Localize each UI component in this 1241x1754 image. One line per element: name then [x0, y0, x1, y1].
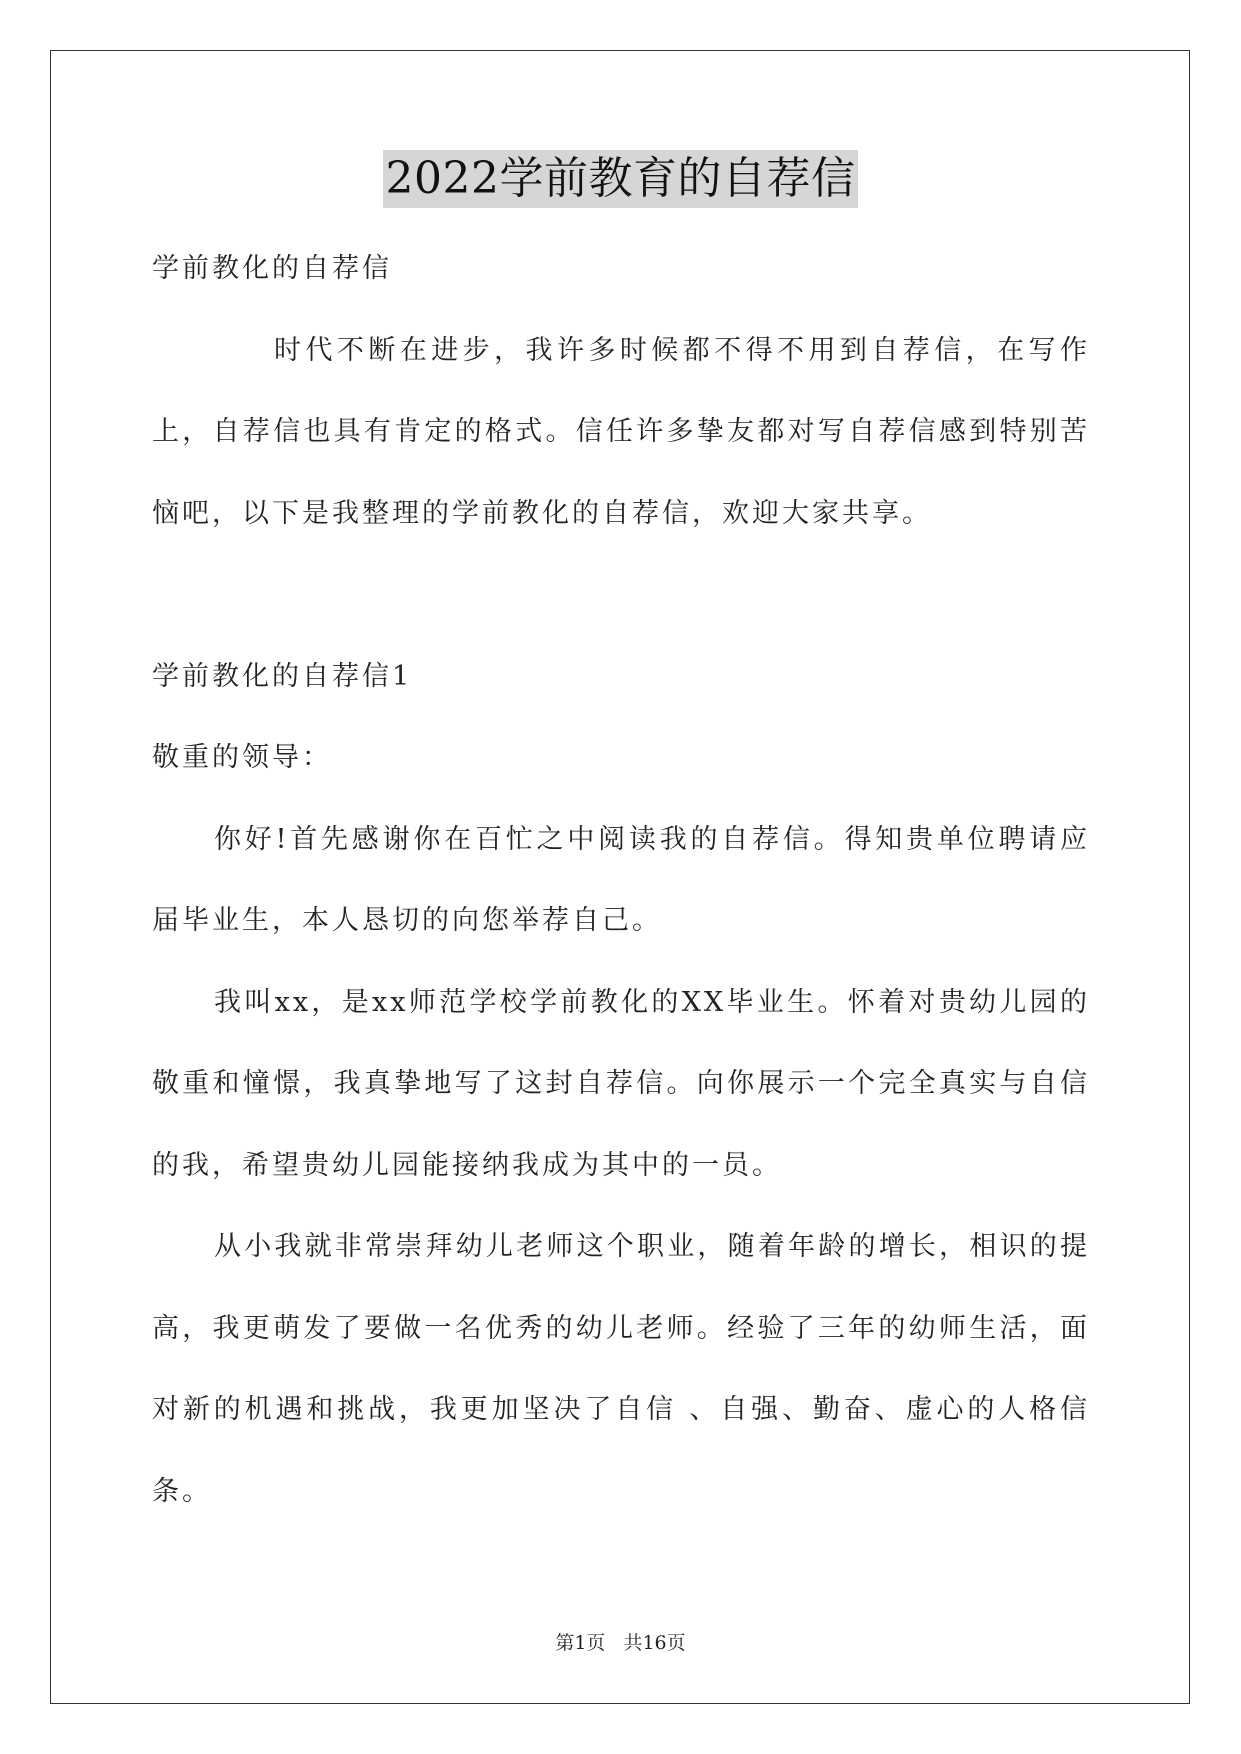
page-footer — [0, 1628, 1241, 1655]
body-paragraph: 从小我就非常崇拜幼儿老师这个职业，随着年龄的增长，相识的提高，我更萌发了要做一名优秀的幼儿老师。经验了三年的幼师生活，面对新的机遇和挑战，我更加坚决了自信 、自强、勤奋、虚心的人格信条。 — [152, 1231, 1090, 1507]
intro-paragraph: 时代不断在进步，我许多时候都不得不用到自荐信，在写作上，自荐信也具有肯定的格式。信任许多挚友都对写自荐信感到特别苦恼吧，以下是我整理的学前教化的自荐信，欢迎大家共享。 — [152, 334, 1090, 529]
document-title: 2022学前教育的自荐信 — [383, 150, 859, 208]
body-paragraph: 你好!首先感谢你在百忙之中阅读我的自荐信。得知贵单位聘请应届毕业生，本人恳切的向您举荐自己。 — [152, 823, 1090, 936]
page-number-total: 共16页 — [623, 1632, 686, 1654]
blank-line — [152, 554, 1090, 636]
body-paragraph: 我叫xx，是xx师范学校学前教化的XX毕业生。怀着对贵幼儿园的敬重和憧憬，我真挚地写了这封自荐信。向你展示一个完全真实与自信的我，希望贵幼儿园能接纳我成为其中的一员。 — [152, 986, 1090, 1181]
title-container — [0, 150, 1241, 208]
section-heading: 学前教化的自荐信1 — [152, 660, 413, 692]
page-number-current: 第1页 — [555, 1632, 606, 1654]
document-body — [152, 228, 1090, 1532]
salutation: 敬重的领导： — [152, 742, 332, 773]
subtitle-paragraph: 学前教化的自荐信 — [152, 253, 392, 284]
